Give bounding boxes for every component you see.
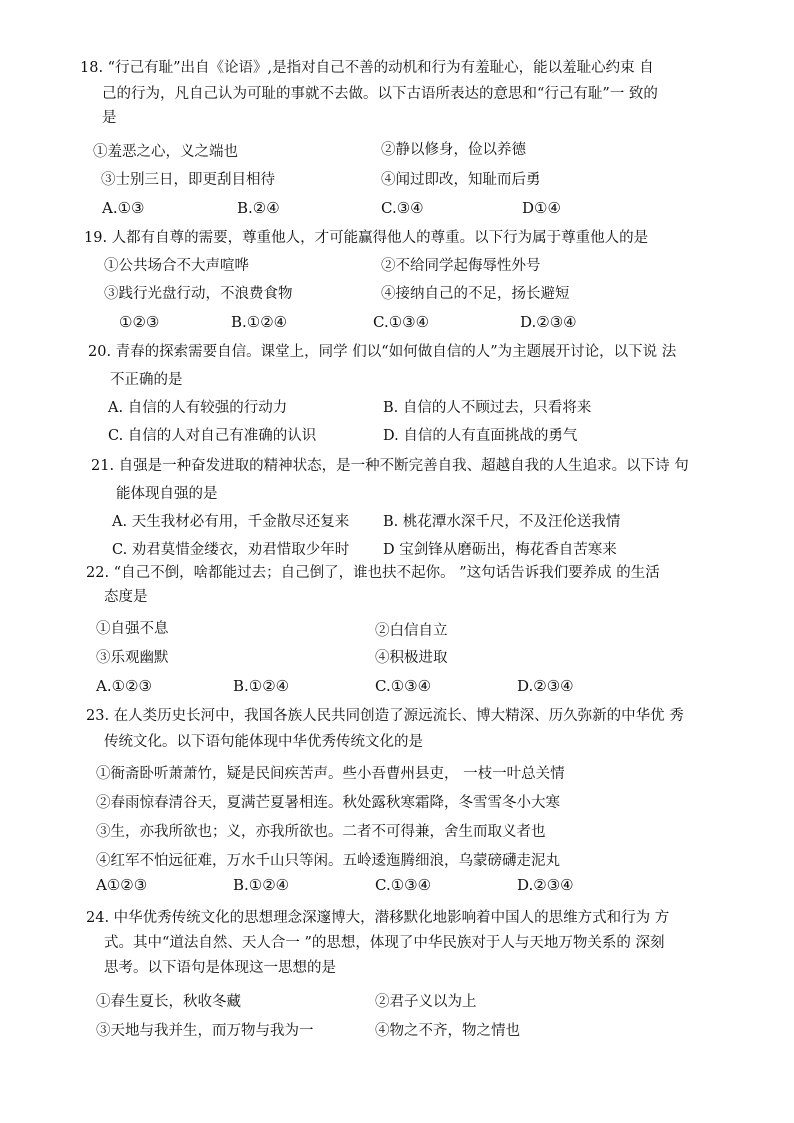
q22-choice-c: C.①③④ <box>375 677 432 695</box>
q19-item-1: ①公共场合不大声喧哗 <box>104 258 249 274</box>
q23-choice-c: C.①③④ <box>375 876 432 894</box>
q20-option-d: D. 自信的人有直面挑战的勇气 <box>383 428 578 444</box>
q24-stem-line2: 式。其中“道法自然、天人合一 ”的思想，体现了中华民族对于人与天地万物关系的 深刻 <box>104 935 665 951</box>
q20-stem-line2: 不正确的是 <box>110 372 183 388</box>
q18-choice-d: D①④ <box>522 199 561 217</box>
q23-item-2: ②春雨惊春清谷天，夏满芒夏暑相连。秋处露秋寒霜降，冬雪雪冬小大寒 <box>96 795 560 811</box>
q23-item-1: ①衙斋卧听萧萧竹，疑是民间疾苦声。些小吾曹州县吏， 一枝一叶总关情 <box>96 766 565 782</box>
q22-choice-d: D.②③④ <box>517 677 574 695</box>
q23-item-3: ③生，亦我所欲也；义，亦我所欲也。二者不可得兼，舍生而取义者也 <box>96 824 546 840</box>
q18-item-3: ③士别三日，即更刮目相待 <box>101 172 275 188</box>
q23-item-4: ④红军不怕远征难，万水千山只等闲。五岭逶迤腾细浪，乌蒙磅礴走泥丸 <box>96 853 560 869</box>
q18-stem-line1: 18. “行己有耻”出自《论语》,是指对自己不善的动机和行为有羞耻心，能以羞耻心约束 自 <box>80 60 654 76</box>
q21-stem-line1: 21. 自强是一种奋发进取的精神状态，是一种不断完善自我、超越自我的人生追求。以下诗 句 <box>91 458 689 474</box>
q22-stem-line1: 22. “自己不倒，啥都能过去；自己倒了，谁也扶不起你。 ”这句话告诉我们要养成 的生活 <box>86 565 660 581</box>
q24-stem-line3: 思考。以下语句是体现这一思想的是 <box>104 960 336 976</box>
q19-item-2: ②不给同学起侮辱性外号 <box>381 258 541 274</box>
q18-choice-b: B.②④ <box>237 199 280 217</box>
q18-stem-line2: 己的行为，凡自己认为可耻的事就不去做。以下古语所表达的意思和“行己有耻”一 致的 <box>102 86 658 102</box>
q22-item-4: ④积极进取 <box>375 650 448 666</box>
q19-choice-d: D.②③④ <box>520 313 577 331</box>
q22-choice-b: B.①②④ <box>233 677 290 695</box>
q24-item-3: ③天地与我并生，而万物与我为一 <box>96 1023 314 1039</box>
q21-option-d: D 宝剑锋从磨砺出，梅花香自苦寒来 <box>383 542 617 558</box>
q19-choice-b: B.①②④ <box>231 313 288 331</box>
q24-item-2: ②君子义以为上 <box>375 994 477 1010</box>
q24-item-4: ④物之不齐，物之情也 <box>375 1023 520 1039</box>
q18-choice-a: A.①③ <box>102 199 145 217</box>
q21-option-a: A. 天生我材必有用，千金散尽还复来 <box>112 514 350 530</box>
q20-stem-line1: 20. 青春的探索需要自信。课堂上，同学 们以“如何做自信的人”为主题展开讨论，以下说 法 <box>88 344 677 360</box>
q21-option-b: B. 桃花潭水深千尺，不及汪伦送我情 <box>383 514 621 530</box>
q19-item-4: ④接纳自己的不足，扬长避短 <box>381 286 570 302</box>
q24-stem-line1: 24. 中华优秀传统文化的思想理念深邃博大，潜移默化地影响着中国人的思维方式和行为 方 <box>86 910 670 926</box>
q19-item-3: ③践行光盘行动，不浪费食物 <box>104 286 293 302</box>
q21-option-c: C. 劝君莫惜金缕衣，劝君惜取少年时 <box>112 542 350 558</box>
q19-choice-a: ①②③ <box>119 313 160 331</box>
q18-choice-c: C.③④ <box>381 199 424 217</box>
q20-option-c: C. 自信的人对自己有准确的认识 <box>108 428 317 444</box>
q18-item-2: ②静以修身，俭以养德 <box>381 142 526 158</box>
q20-option-a: A. 自信的人有较强的行动力 <box>108 400 288 416</box>
q23-choice-a: A①②③ <box>96 876 148 894</box>
q23-choice-d: D.②③④ <box>517 876 574 894</box>
q23-choice-b: B.①②④ <box>233 876 290 894</box>
q23-stem-line1: 23. 在人类历史长河中，我国各族人民共同创造了源远流长、博大精深、历久弥新的中华优 秀 <box>86 708 684 724</box>
q23-stem-line2: 传统文化。以下语句能体现中华优秀传统文化的是 <box>104 734 423 750</box>
q21-stem-line2: 能体现自强的是 <box>116 486 218 502</box>
q22-choice-a: A.①②③ <box>96 677 152 695</box>
q20-option-b: B. 自信的人不顾过去，只看将来 <box>383 400 592 416</box>
q22-item-1: ①自强不息 <box>96 621 169 637</box>
q18-item-4: ④闻过即改，知耻而后勇 <box>381 172 541 188</box>
q24-item-1: ①春生夏长，秋收冬藏 <box>96 994 241 1010</box>
q19-stem-line1: 19. 人都有自尊的需要，尊重他人，才可能赢得他人的尊重。以下行为属于尊重他人的是 <box>84 230 649 246</box>
q18-item-1: ①羞恶之心，义之端也 <box>93 144 238 160</box>
q22-item-3: ③乐观幽默 <box>96 650 169 666</box>
q22-stem-line2: 态度是 <box>104 589 148 605</box>
q19-choice-c: C.①③④ <box>373 313 430 331</box>
q18-stem-line3: 是 <box>102 110 117 126</box>
q22-item-2: ②白信自立 <box>375 623 448 639</box>
